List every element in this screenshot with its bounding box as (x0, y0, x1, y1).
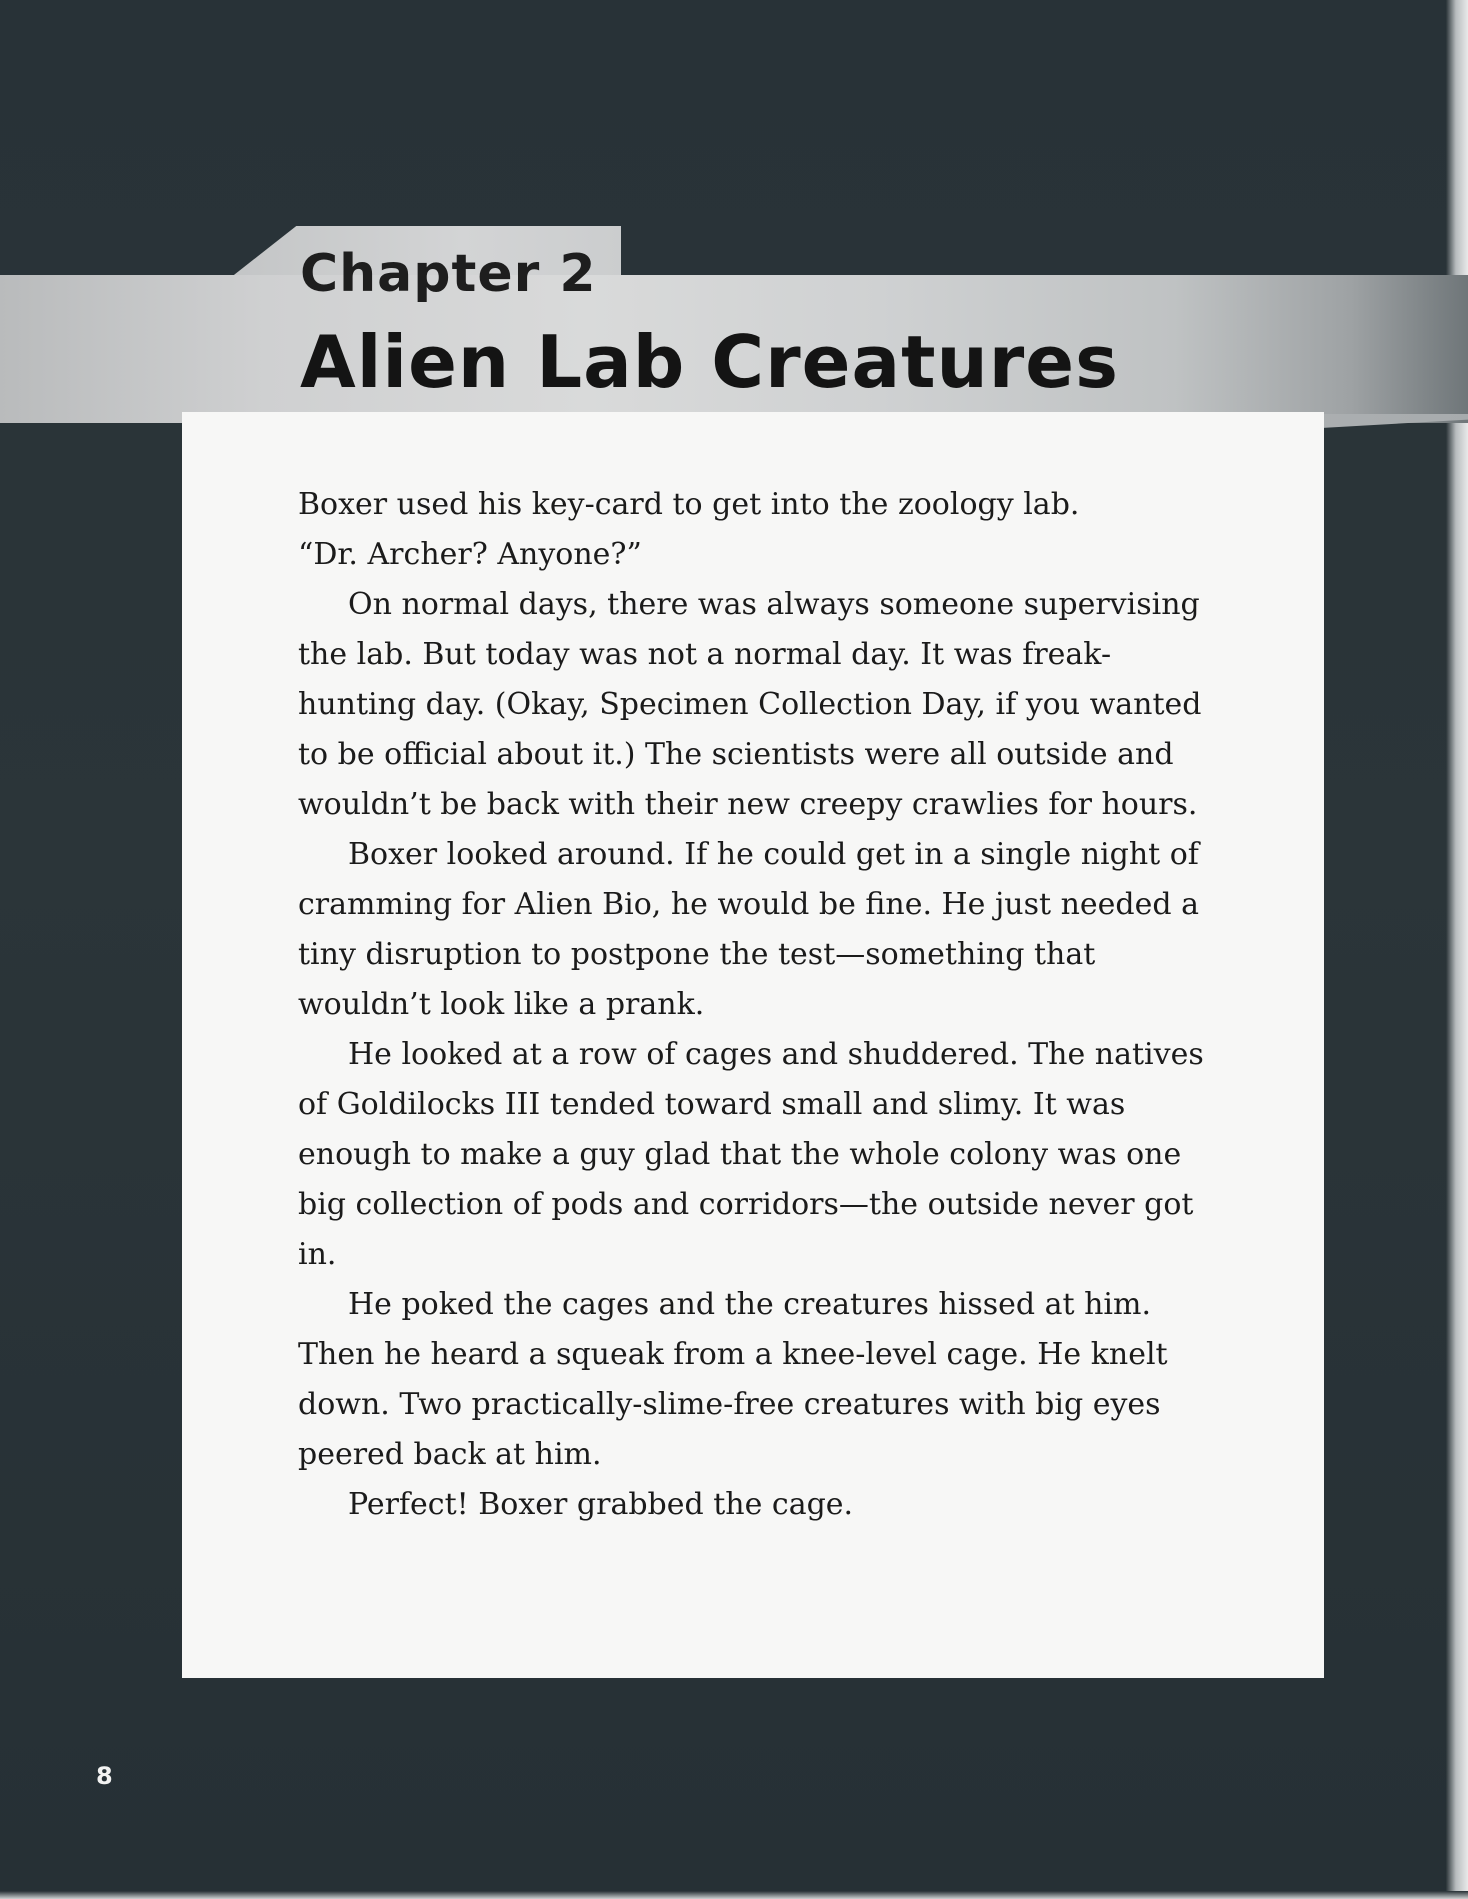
paragraph: On normal days, there was always someone supervising the lab. But today was not a normal day. It was freak-hunting day. (Okay, Specimen Collection Day, if you wanted to be official about it.) The scientists were all outside and wouldn’t be back with their new creepy crawlies for hours. (298, 587, 1202, 822)
page-number: 8 (96, 1762, 113, 1790)
chapter-label: Chapter 2 (300, 244, 597, 304)
story-text (298, 480, 1218, 1530)
chapter-title: Alien Lab Creatures (300, 320, 1119, 404)
paragraph: He poked the cages and the creatures hissed at him. Then he heard a squeak from a knee-level cage. He knelt down. Two practically-slime-free creatures with big eyes peered back at him. (298, 1287, 1168, 1472)
paper-bottom-edge (0, 1891, 1468, 1899)
paragraph: He looked at a row of cages and shuddered. The natives of Goldilocks III tended toward small and slimy. It was enough to make a guy glad that the whole colony was one big collection of pods and corridors—the outside never got in. (298, 1037, 1204, 1272)
paragraph: “Dr. Archer? Anyone?” (298, 537, 642, 572)
paragraph: Perfect! Boxer grabbed the cage. (348, 1487, 854, 1522)
paragraph: Boxer looked around. If he could get in a single night of cramming for Alien Bio, he would be fine. He just needed a tiny disruption to postpone the test—something that wouldn’t look like a prank. (298, 837, 1199, 1022)
paragraph: Boxer used his key-card to get into the zoology lab. (298, 487, 1080, 522)
